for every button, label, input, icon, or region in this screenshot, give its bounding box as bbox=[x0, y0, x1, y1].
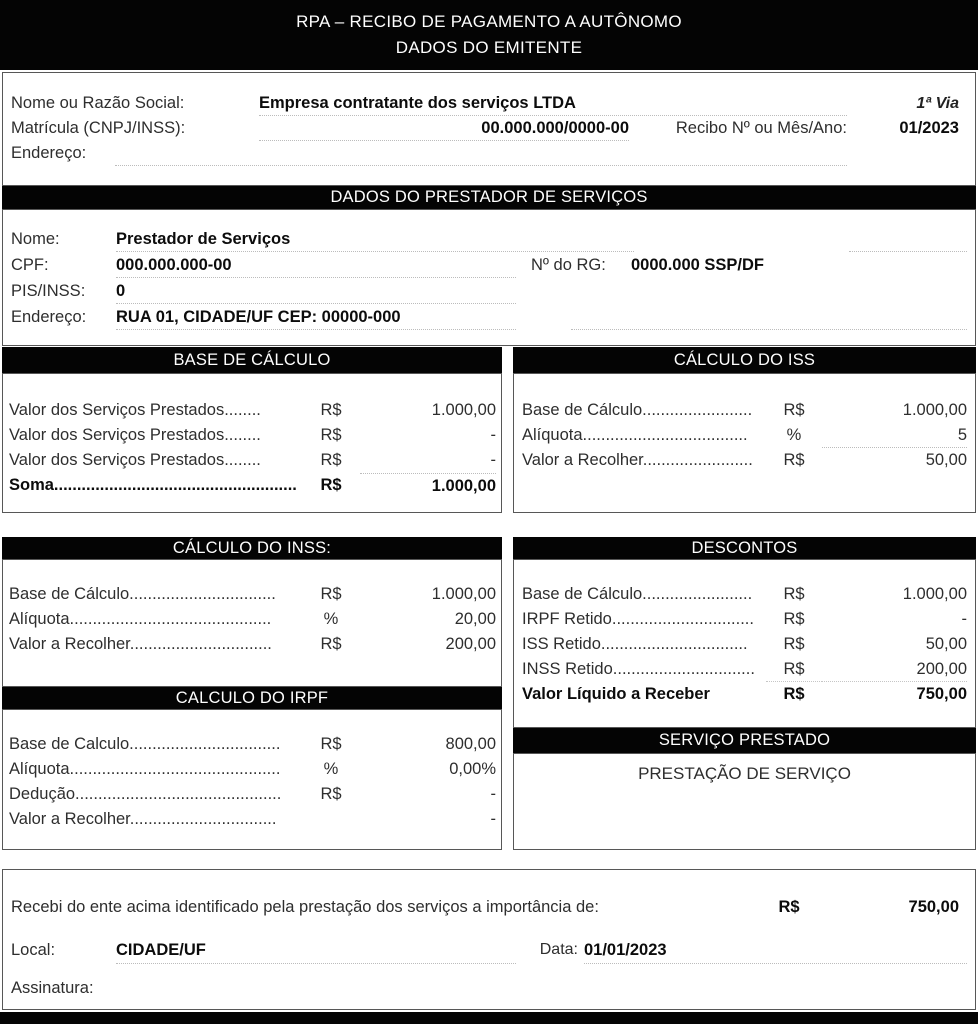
calc-row-label: Soma..................................................... bbox=[9, 476, 297, 494]
pis-label: PIS/INSS: bbox=[11, 282, 86, 300]
calculo-irpf-header: CALCULO DO IRPF bbox=[2, 687, 502, 709]
cpf-label: CPF: bbox=[11, 256, 49, 274]
emitente-endereco-label: Endereço: bbox=[11, 144, 87, 162]
calc-row-value: 1.000,00 bbox=[902, 401, 967, 419]
calc-row-label: Base de Cálculo........................ bbox=[522, 585, 753, 603]
servico-prestado-box bbox=[513, 753, 976, 850]
rg-label: Nº do RG: bbox=[531, 256, 606, 274]
calc-row-unit: R$ bbox=[320, 635, 342, 653]
recebi-currency: R$ bbox=[778, 898, 800, 916]
emitente-endereco-field bbox=[115, 141, 847, 166]
bottom-bar bbox=[0, 1012, 978, 1024]
document-header bbox=[0, 0, 978, 70]
calculo-inss-header: CÁLCULO DO INSS: bbox=[2, 537, 502, 559]
servico-descricao: PRESTAÇÃO DE SERVIÇO bbox=[638, 764, 851, 783]
calc-row-value: 750,00 bbox=[916, 685, 967, 703]
calculo-iss-header: CÁLCULO DO ISS bbox=[513, 347, 976, 373]
valor-liquido-row bbox=[522, 682, 967, 707]
calc-row-label: Valor dos Serviços Prestados........ bbox=[9, 451, 261, 469]
calc-row-value: 800,00 bbox=[445, 735, 496, 753]
prestador-section-header: DADOS DO PRESTADOR DE SERVIÇOS bbox=[2, 186, 976, 209]
calc-row-unit: % bbox=[786, 426, 802, 444]
calc-row-value: 20,00 bbox=[454, 610, 496, 628]
calc-row-label: Base de Calculo................................. bbox=[9, 735, 281, 753]
nome-value: Prestador de Serviços bbox=[116, 226, 634, 252]
calc-row-unit: R$ bbox=[320, 585, 342, 603]
calc-row-value: - bbox=[490, 810, 496, 828]
soma-row bbox=[9, 473, 496, 498]
calc-row bbox=[9, 398, 496, 423]
rg-value: 0000.000 SSP/DF bbox=[631, 256, 764, 274]
calc-row-label: IRPF Retido............................... bbox=[522, 610, 754, 628]
cpf-value: 000.000.000-00 bbox=[116, 252, 516, 278]
matricula-label: Matrícula (CNPJ/INSS): bbox=[11, 119, 186, 137]
calc-row-value: 1.000,00 bbox=[360, 473, 496, 498]
calc-row-unit: R$ bbox=[320, 426, 342, 444]
calc-row bbox=[9, 607, 496, 632]
calculo-inss-box bbox=[2, 559, 502, 687]
calculation-area bbox=[2, 347, 976, 850]
calc-row bbox=[9, 582, 496, 607]
calc-row-value: 1.000,00 bbox=[431, 585, 496, 603]
calc-row-value: 200,00 bbox=[822, 657, 967, 682]
pis-value: 0 bbox=[116, 278, 516, 304]
nome-row bbox=[11, 226, 967, 252]
via-label: 1ª Via bbox=[916, 95, 959, 112]
local-data-row bbox=[11, 936, 967, 964]
local-value: CIDADE/UF bbox=[116, 936, 516, 964]
emitente-endereco-spacer bbox=[847, 141, 967, 166]
recebi-row bbox=[11, 892, 967, 922]
calc-row-unit bbox=[302, 807, 360, 832]
calc-row bbox=[522, 582, 967, 607]
assinatura-row bbox=[11, 976, 967, 1002]
base-calculo-box bbox=[2, 373, 502, 513]
nome-extra-field bbox=[849, 226, 967, 252]
descontos-header: DESCONTOS bbox=[513, 537, 976, 559]
calc-row-label: Base de Cálculo................................ bbox=[9, 585, 276, 603]
calc-row bbox=[522, 657, 967, 682]
calc-row-label: Base de Cálculo........................ bbox=[522, 401, 753, 419]
prestador-endereco-spacer bbox=[516, 304, 571, 330]
column-gap bbox=[513, 513, 976, 537]
calc-row-label: Alíquota.............................................. bbox=[9, 760, 281, 778]
calc-right-column bbox=[513, 347, 976, 850]
calc-row bbox=[522, 448, 967, 473]
calc-left-column bbox=[2, 347, 502, 850]
calc-row bbox=[9, 807, 496, 832]
calc-row bbox=[9, 632, 496, 657]
calc-row-label: Valor dos Serviços Prestados........ bbox=[9, 401, 261, 419]
calc-row-label: Alíquota............................................ bbox=[9, 610, 272, 628]
calc-row bbox=[9, 732, 496, 757]
calc-row-unit: R$ bbox=[783, 610, 805, 628]
calc-row bbox=[9, 782, 496, 807]
calc-row-label: Valor a Recolher........................ bbox=[522, 451, 753, 469]
calc-row-label: Alíquota.................................... bbox=[522, 426, 748, 444]
recebi-amount: 750,00 bbox=[908, 898, 959, 916]
calc-row-label: Dedução............................................. bbox=[9, 785, 282, 803]
assinatura-label: Assinatura: bbox=[11, 979, 94, 997]
emitente-section-title: DADOS DO EMITENTE bbox=[395, 38, 583, 57]
calc-row bbox=[9, 448, 496, 473]
calc-row-value: 50,00 bbox=[925, 451, 967, 469]
calc-row bbox=[522, 632, 967, 657]
calc-row-unit: R$ bbox=[783, 685, 805, 703]
calc-row bbox=[522, 398, 967, 423]
recebi-text: Recebi do ente acima identificado pela prestação dos serviços a importância de: bbox=[11, 898, 599, 916]
nome-label: Nome: bbox=[11, 230, 60, 248]
calc-row-label: INSS Retido............................... bbox=[522, 660, 755, 678]
servico-prestado-header: SERVIÇO PRESTADO bbox=[513, 728, 976, 753]
nome-spacer bbox=[634, 226, 849, 252]
calc-row-unit: R$ bbox=[320, 401, 342, 419]
calc-row-value: - bbox=[961, 610, 967, 628]
calc-row-value: 50,00 bbox=[925, 635, 967, 653]
razao-social-value: Empresa contratante dos serviços LTDA bbox=[259, 91, 847, 116]
prestador-endereco-row bbox=[11, 304, 967, 330]
data-value: 01/01/2023 bbox=[584, 936, 967, 964]
calc-row-label: Valor dos Serviços Prestados........ bbox=[9, 426, 261, 444]
prestador-section bbox=[2, 209, 976, 346]
calculo-iss-box bbox=[513, 373, 976, 513]
calc-row-value: - bbox=[490, 451, 496, 469]
matricula-row bbox=[11, 116, 967, 141]
calc-row-value: 5 bbox=[822, 423, 967, 448]
column-gap bbox=[2, 513, 502, 537]
calc-row-unit: R$ bbox=[766, 657, 822, 682]
local-label: Local: bbox=[11, 941, 56, 959]
calc-row-label: Valor Líquido a Receber bbox=[522, 685, 710, 703]
razao-social-row bbox=[11, 91, 967, 116]
recibo-label: Recibo Nº ou Mês/Ano: bbox=[675, 119, 847, 137]
calc-row-unit: % bbox=[323, 610, 339, 628]
emitente-section bbox=[2, 72, 976, 186]
pis-row bbox=[11, 278, 967, 304]
base-calculo-header: BASE DE CÁLCULO bbox=[2, 347, 502, 373]
prestador-endereco-extra-field bbox=[571, 304, 967, 330]
cpf-row bbox=[11, 252, 967, 278]
calc-row-value: - bbox=[490, 785, 496, 803]
calc-row bbox=[522, 423, 967, 448]
matricula-value: 00.000.000/0000-00 bbox=[259, 116, 629, 141]
calc-row-unit: R$ bbox=[320, 735, 342, 753]
calc-row-value: 200,00 bbox=[445, 635, 496, 653]
receipt-footer bbox=[2, 869, 976, 1010]
razao-social-label: Nome ou Razão Social: bbox=[11, 94, 185, 112]
calc-row-unit: R$ bbox=[783, 451, 805, 469]
calc-row bbox=[9, 757, 496, 782]
calc-row-unit: R$ bbox=[783, 401, 805, 419]
calc-row-label: Valor a Recolher............................... bbox=[9, 635, 272, 653]
calc-row-unit: R$ bbox=[320, 451, 342, 469]
calc-row-unit: R$ bbox=[783, 585, 805, 603]
calc-row bbox=[9, 423, 496, 448]
descontos-box bbox=[513, 559, 976, 728]
pis-spacer bbox=[516, 278, 967, 304]
calc-row-unit: % bbox=[323, 760, 339, 778]
calculo-irpf-box bbox=[2, 709, 502, 850]
prestador-endereco-label: Endereço: bbox=[11, 308, 87, 326]
prestador-endereco-value: RUA 01, CIDADE/UF CEP: 00000-000 bbox=[116, 304, 516, 330]
calc-row-unit: R$ bbox=[320, 476, 342, 494]
calc-row-unit: R$ bbox=[783, 635, 805, 653]
calc-row-value: 1.000,00 bbox=[431, 401, 496, 419]
calc-row-value: - bbox=[490, 426, 496, 444]
recibo-value: 01/2023 bbox=[899, 119, 959, 137]
calc-row-label: ISS Retido................................ bbox=[522, 635, 748, 653]
calc-row-value: 0,00% bbox=[449, 760, 496, 778]
data-label: Data: bbox=[539, 941, 578, 958]
calc-row-label: Valor a Recolher................................ bbox=[9, 810, 277, 828]
calc-row-unit: R$ bbox=[320, 785, 342, 803]
calc-row-value: 1.000,00 bbox=[902, 585, 967, 603]
document-title: RPA – RECIBO DE PAGAMENTO A AUTÔNOMO bbox=[296, 12, 682, 31]
emitente-endereco-row bbox=[11, 141, 967, 166]
calc-row bbox=[522, 607, 967, 632]
